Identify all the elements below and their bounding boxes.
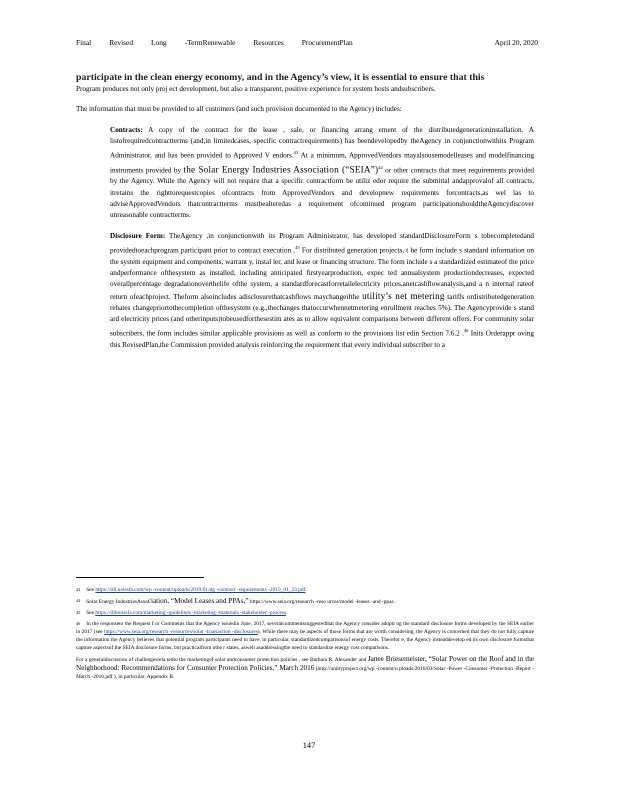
footnote-ref: 46 (463, 328, 469, 334)
footnote (76, 597, 534, 606)
bullet-body: tariffs ordistributedgeneration rebates changepriortothecompletion ofthesystem (e.g.,thechanges thatoccurwhennetmetering enrollment reaches 5%). The Agencyprovide s stand ard electricity prices (and otherinputs)tobeusedforthesestim ates as to allow equivalent comparisons between different offers. For community solar subscribers, the form includes similar applicable provisions as well as conform to the provisions list edin Section 7.6.2 . (110, 292, 534, 338)
body-text (76, 72, 534, 351)
footnote-number: 43 (76, 587, 81, 592)
footnote-ref: 44 (378, 164, 383, 170)
bullet-title: Disclosure Form: (110, 232, 166, 241)
header-word: -TermRenewable (184, 38, 236, 47)
footnote-ref: 45 (295, 245, 300, 251)
footnote-number: 46 (76, 621, 81, 626)
footnote-ref: 43 (293, 150, 299, 156)
page-number: 147 (302, 741, 316, 750)
header-word: Final (76, 38, 92, 47)
bullet-text (110, 231, 534, 351)
bullet-title: Contracts: (110, 125, 143, 134)
footnote-link[interactable]: https://illi noissfa.com/wp -content/uploads/2019/01/dg -contract -requirements -2019_01_23.pdf (95, 587, 306, 593)
header-title (76, 38, 353, 50)
footnote-title: Janee Briesemeister, “Solar Power on the Roof and in the Neighborhood: Recommendations for Consumer Protection Policies,” March 2016 (76, 655, 534, 672)
footnote-text: See (86, 587, 94, 593)
bullet-body: For distributed generation projects, t he form include s standard information on the system equipment and components, warrant y, instal ler, and lease or financing structure. The form include s a standardized estimateof the price andperformance ofthesystem as installed, including anticipated firstyearproduction, expec ted annualsystem productiondecreases, expected overallpercentage degradationoverthelife ofthe system, a standardforecastforretailelectricity prices,anetcashflowanalysis,and a n internal rateof return ofeachproject. Theform alsoincludes adisclosurethatcashflows maychangeifthe (110, 246, 534, 301)
footnote-text: For a generaldiscussion of challengesrela tedto the marketingof solar andconsumer protection policies , see Barbara R. Alexander and (76, 657, 367, 663)
bullet-contracts (76, 125, 534, 221)
bullet-text (110, 125, 534, 221)
footnote-text: In the responseto the Request f or Comments that the Agency issuedin June, 2017, severalcommentssuggestedthat the Agency consider adopti ng the standard disclosure forms developed by the SEIA earlier in 2017 (see (76, 621, 534, 635)
footnote (76, 620, 534, 652)
bullet-disclosure-form (76, 231, 534, 351)
footnote (76, 655, 534, 681)
header-word: ProcurementPlan (301, 38, 353, 47)
footnote-title: ciation, “Model Leases and PPAs,” (147, 597, 249, 605)
bullet-body: A copy of the contract for the lease , sale, or financing arrang ement of the distributedgenerationinstallation. A listofrequiredcontractterms (and,in limitedcases, specific contractrequirements) has beendevelopedby theAgency in conjunctionwithits Program Administrator, and has been provided to Approved V endors. (110, 125, 534, 160)
header-word: Long (151, 38, 167, 47)
lead-continuation: Program produces not only proj ect development, but also a transparent, positive experience for system hosts andsubscribers. (76, 85, 436, 94)
bullet-body: TheAgency ,in conjunctionwith its Program Administrator, has developed standardDisclosureForm s tobecompletedand providedtoeachprogram participant prior to contract execution . (110, 232, 534, 255)
footnote-link[interactable]: https://www.seia.org/research -resources/solar -transaction -disclosures (104, 629, 258, 635)
footnote-number: 45 (76, 610, 81, 615)
bullet-body: At a minimum, ApprovedVendors mayalsousemodelleases and modelfinancing instruments provided by (110, 151, 534, 175)
lead-paragraph: participate in the clean energy economy, and in the Agency’s view, it is essential to ensure that this (76, 72, 485, 83)
footnote-number: 44 (76, 598, 81, 603)
footnote-tail: . (286, 610, 288, 616)
footnote (76, 586, 534, 594)
running-header (76, 38, 538, 50)
footnote-tail: . (305, 587, 307, 593)
footnote (76, 609, 534, 617)
footnote-tail: (http://uniltyproject.org/wp -content/u ploads/2016/03/Solar -Power -Consumer -Protection -Report -March -2016.pdf ), in particular, Appendix B. (76, 666, 534, 680)
header-word: Revised (109, 38, 134, 47)
footnote-separator (76, 577, 204, 578)
header-date: April 20, 2020 (494, 38, 538, 47)
footnote-link[interactable]: https://illinoissfa.com/marketing -guidelines -marketing -materials -stakeholder -process (95, 610, 287, 616)
bullet-emphasis: utility’s net metering (362, 290, 445, 301)
footnote-tail: ). While there may be aspects of those forms that are worth considering, the Agency is concerned that they do not fully capture the information the Agency believes that potential program participants need to have, in particular, standardizedcomparisonsof energy costs. Therefor e, the Agency insteaddevelop ed its own disclosure formsthat capture aspectsof the SEIA disclosure forms, but practicalfrom othe r states, aswell asaddressingthe need to standardize energy cost comparisons. (76, 629, 534, 651)
footnote-text: Solar Energy IndustriesAsso (86, 599, 148, 605)
footnote-text: See (86, 610, 94, 616)
footnote-tail: https://www.seia.org/research -reso urces/model -leases -and -ppas . (249, 599, 397, 605)
bullet-emphasis: the Solar Energy Industries Association (“SEIA”) (183, 164, 379, 175)
footnotes (76, 586, 534, 684)
bullet-body: or other contracts that meet requirements provided by the Agency. While the Agency will not require that a specific contractform be utiliz edor require the submittal andapprovalof all contracts, itretains the righttorequestcopies ofcontracts from ApprovedVendors and developnew requirements forcontracts,as wel las to adviseApprovedVendors thatcontractterms mustbealteredas a requirement ofcontinued program participationshouldtheAgencydiscover unreasonable contractterms. (110, 166, 535, 220)
header-word: Resources (253, 38, 284, 47)
bullet-body: Inits Orderappr oving this RevisedPlan,the Commission provided analysis reinforcing the requirement that every individual subscriber to a (110, 329, 535, 349)
info-paragraph: The information that must be provided to all customers (and such provision documented to the Agency) includes: (76, 104, 402, 113)
